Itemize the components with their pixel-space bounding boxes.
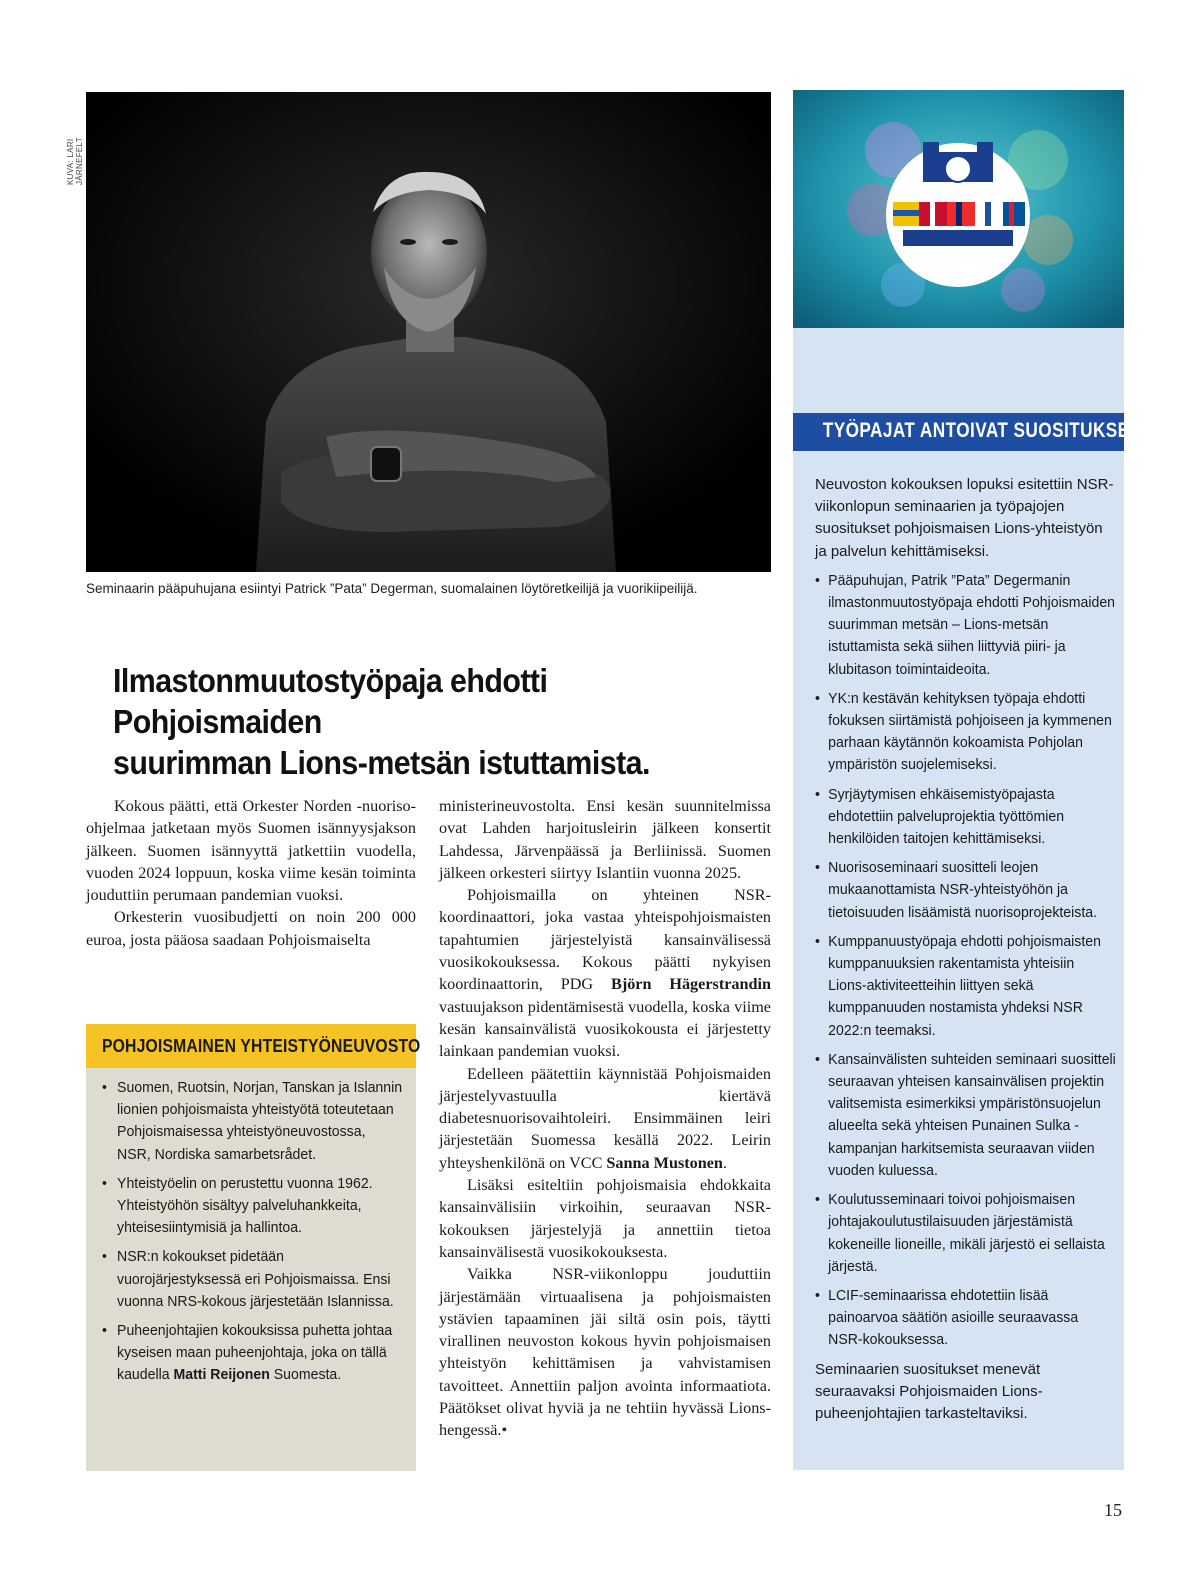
person-name: Björn Hägerstrandin bbox=[611, 975, 771, 994]
list-item: • Kumppanuustyöpaja ehdotti pohjoismaisten kumppanuuksien rakentamista yhteisiin Lions-aktiviteetteihin liittyen sekä kumppanuuden nostamista yhdeksi NSR 2022:n teemaksi. bbox=[815, 931, 1116, 1042]
nsr-logo-image bbox=[793, 90, 1124, 328]
recommendations-outro: Seminaarien suositukset menevät seuraavaksi Pohjoismaiden Lions-puheenjohtajien tarkasteltaviksi. bbox=[815, 1360, 1043, 1422]
end-mark: • bbox=[501, 1421, 508, 1440]
paragraph-text: Edelleen päätettiin käynnistää Pohjoismaiden järjestelyvastuulla kiertävä diabetesnuorisovaihtoleiri. Ensimmäinen leiri järjestetään Suomessa kesällä 2022. Leirin yhteyshenkilönä on VCC bbox=[439, 1064, 771, 1172]
article-paragraph bbox=[439, 1063, 771, 1174]
recommendations-title: TYÖPAJAT ANTOIVAT SUOSITUKSET bbox=[822, 419, 1141, 442]
headline-line-2: suurimman Lions-metsän istuttamista. bbox=[113, 744, 650, 781]
article-column-2 bbox=[439, 795, 771, 1442]
recommendations-box bbox=[793, 90, 1141, 1470]
portrait-illustration bbox=[86, 92, 771, 572]
article-paragraph: Kokous päätti, että Orkester Norden -nuoriso-ohjelmaa jatketaan myös Suomen isännyysjakson jälkeen. Suomen isännyyttä jatkettiin vuodella, vuoden 2024 loppuun, koska viime kesän toiminta jouduttiin perumaan pandemian vuoksi. bbox=[86, 797, 416, 905]
article-paragraph bbox=[439, 884, 771, 1062]
info-box-title: POHJOISMAINEN YHTEISTYÖNEUVOSTO bbox=[102, 1035, 421, 1056]
article-paragraph: Orkesterin vuosibudjetti on noin 200 000 euroa, josta pääosa saadaan Pohjoismaiselta bbox=[86, 908, 416, 949]
headline-line-1: Ilmastonmuutostyöpaja ehdotti Pohjoismaiden bbox=[113, 662, 548, 740]
list-item: • LCIF-seminaarissa ehdotettiin lisää painoarvoa säätiön asioille seuraavassa NSR-kokouksessa. bbox=[815, 1285, 1116, 1352]
article-paragraph: ministerineuvostolta. Ensi kesän suunnitelmissa ovat Lahden harjoitusleirin jälkeen konsertit Lahdessa, Järvenpäässä ja Berliinissä. Suomen jälkeen orkesteri siirtyy Islantiin vuonna 2025. bbox=[439, 797, 771, 882]
list-item-text: Puheenjohtajien kokouksissa puhetta johtaa kyseisen maan puheenjohtaja, joka on tällä kaudella bbox=[117, 1322, 393, 1384]
list-item: • Koulutusseminaari toivoi pohjoismaisen johtajakoulutustilaisuuden järjestämistä kokeneille lioneille, mikäli järjestö ei sellaista järjestä. bbox=[815, 1189, 1116, 1278]
info-box-list bbox=[102, 1077, 403, 1387]
recommendations-text bbox=[815, 474, 1115, 1432]
list-item bbox=[102, 1320, 403, 1387]
portrait-photo bbox=[86, 92, 771, 572]
list-item-text: Suomesta. bbox=[269, 1366, 342, 1384]
headline bbox=[113, 660, 702, 783]
list-item: • Yhteistyöelin on perustettu vuonna 1962. Yhteistyöhön sisältyy palveluhankkeita, yhteisesiintymisiä ja hallintoa. bbox=[102, 1173, 403, 1240]
info-box-header bbox=[86, 1024, 421, 1068]
photo-credit: KUVA: LARI JÄRNEFELT bbox=[66, 137, 84, 185]
page-number: 15 bbox=[1104, 1500, 1122, 1520]
list-item: • NSR:n kokoukset pidetään vuorojärjestyksessä eri Pohjoismaissa. Ensi vuonna NRS-kokous järjestetään Islannissa. bbox=[102, 1246, 403, 1313]
list-item: • Syrjäytymisen ehkäisemistyöpajasta ehdotettiin palveluprojektia työttömien henkilöiden taitojen kehittämiseksi. bbox=[815, 784, 1116, 851]
recommendations-intro: Neuvoston kokouksen lopuksi esitettiin NSR-viikonlopun seminaarien ja työpajojen suositukset pohjoismaisen Lions-yhteistyön ja palvelun kehittämiseksi. bbox=[815, 476, 1114, 560]
recommendations-banner bbox=[793, 413, 1141, 451]
list-item: • Kansainvälisten suhteiden seminaari suositteli seuraavan yhteisen kansainvälisen projektin valitsemista esimerkiksi ympäristönsuojelun alueelta sekä yhteisen Punainen Sulka -kampanjan harkitsemista seuraavan viiden vuoden kuluessa. bbox=[815, 1049, 1116, 1182]
paragraph-text: Pohjoismailla on yhteinen NSR-koordinaattori, joka vastaa yhteispohjoismaisten tapahtumien järjestelyistä kansainvälisessä vuosikokouksessa. Kokous päätti nykyisen koordinaattorin, PDG bbox=[439, 886, 771, 994]
paragraph-text: vastuujakson pidentämisestä vuodella, koska viime kesän kansainvälistä vuosikokousta ei järjestetty lainkaan pandemian vuoksi. bbox=[439, 997, 771, 1061]
paragraph-text: Vaikka NSR-viikonloppu jouduttiin järjestämään virtuaalisena ja pohjoismaisten ystävien tapaaminen jäi siltä osin pois, täytti virallinen neuvoston kokous hyvin pohjoismaisen yhteistyön kehittämisen ja vahvistamisen tavoitteet. Annettiin paljon avointa informaatiota. Päätökset olivat hyviä ja ne tehtiin hyvässä Lions-hengessä. bbox=[439, 1265, 771, 1440]
list-item: • Nuorisoseminaari suositteli leojen mukaanottamista NSR-yhteistyöhön ja tietoisuuden lisäämistä nuorisoprojekteista. bbox=[815, 857, 1116, 924]
list-item: • Pääpuhujan, Patrik ”Pata” Degermanin ilmastonmuutostyöpaja ehdotti Pohjoismaiden suurimman metsän – Lions-metsän istuttamista sekä siihen liittyviä piiri- ja klubitason toimintaideoita. bbox=[815, 570, 1116, 681]
nsr-info-box bbox=[86, 1024, 421, 1471]
person-name: Matti Reijonen bbox=[173, 1366, 270, 1384]
person-name: Sanna Mustonen bbox=[606, 1153, 723, 1172]
nsr-logo-illustration bbox=[793, 90, 1124, 328]
paragraph-text: . bbox=[722, 1153, 727, 1172]
list-item: • YK:n kestävän kehityksen työpaja ehdotti fokuksen siirtämistä pohjoiseen ja kymmenen parhaan käytännön kokoamista Pohjolan ympäristön suojelemiseksi. bbox=[815, 688, 1116, 777]
photo-caption: Seminaarin pääpuhujana esiintyi Patrick ”Pata” Degerman, suomalainen löytöretkeilijä ja vuorikiipeilijä. bbox=[86, 581, 698, 596]
article-paragraph: Lisäksi esiteltiin pohjoismaisia ehdokkaita kansainvälisiin virkoihin, seuraavan NSR-kokouksen järjestelyjä ja annettiin tietoa kansainvälisestä vuosikokouksesta. bbox=[439, 1176, 771, 1261]
list-item: • Suomen, Ruotsin, Norjan, Tanskan ja Islannin lionien pohjoismaista yhteistyötä toteutetaan Pohjoismaisessa yhteistyöneuvostossa, NSR, Nordiska samarbetsrådet. bbox=[102, 1077, 403, 1166]
article-column-1 bbox=[86, 795, 416, 951]
recommendations-list bbox=[815, 570, 1116, 1352]
article-paragraph bbox=[439, 1263, 771, 1441]
